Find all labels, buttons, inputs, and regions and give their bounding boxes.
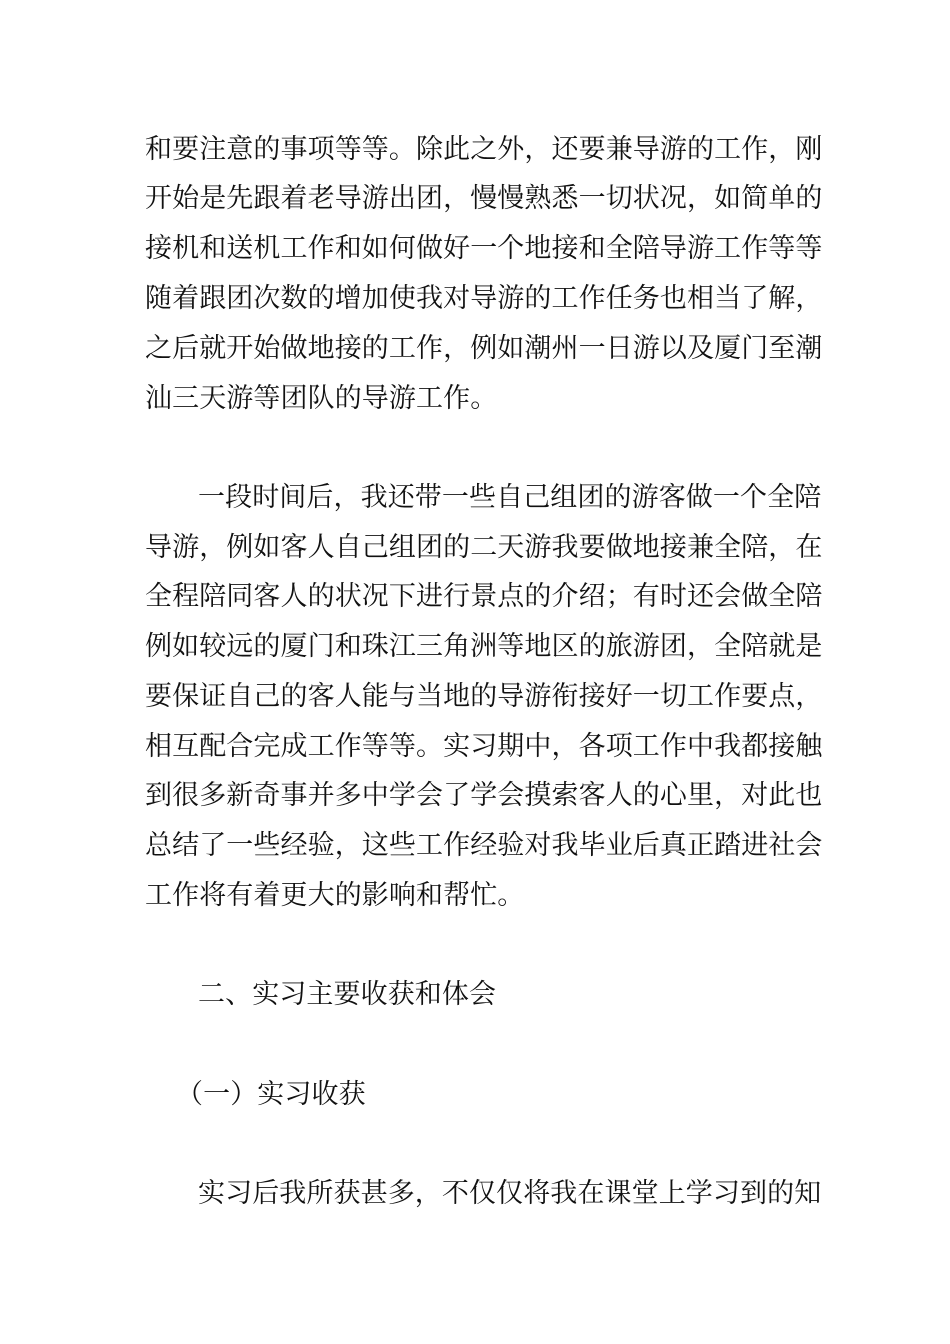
paragraph2-line-1: 一段时间后，我还带一些自己组团的游客做一个全陪 — [198, 482, 822, 513]
paragraph2-line-4: 例如较远的厦门和珠江三角洲等地区的旅游团，全陪就是 — [145, 631, 823, 662]
paragraph2-line-3: 全程陪同客人的状况下进行景点的介绍；有时还会做全陪 — [145, 581, 823, 612]
paragraph1-line-2: 开始是先跟着老导游出团，慢慢熟悉一切状况，如简单的 — [145, 183, 823, 214]
paragraph1-line-1: 和要注意的事项等等。除此之外，还要兼导游的工作，刚 — [145, 134, 823, 165]
paragraph3-line-1: 实习后我所获甚多，不仅仅将我在课堂上学习到的知 — [198, 1178, 822, 1209]
paragraph2-line-8: 总结了一些经验，这些工作经验对我毕业后真正踏进社会 — [145, 830, 823, 861]
paragraph1-line-6: 汕三天游等团队的导游工作。 — [145, 383, 498, 414]
section-heading: 二、实习主要收获和体会 — [198, 979, 497, 1010]
subsection-heading: （一）实习收获 — [176, 1079, 366, 1110]
paragraph1-line-5: 之后就开始做地接的工作，例如潮州一日游以及厦门至潮 — [145, 333, 823, 364]
paragraph2-line-7: 到很多新奇事并多中学会了学会摸索客人的心里，对此也 — [145, 780, 823, 811]
paragraph2-line-2: 导游，例如客人自己组团的二天游我要做地接兼全陪，在 — [145, 532, 823, 563]
paragraph2-line-5: 要保证自己的客人能与当地的导游衔接好一切工作要点， — [145, 681, 823, 712]
paragraph2-line-6: 相互配合完成工作等等。实习期中，各项工作中我都接触 — [145, 731, 823, 762]
paragraph1-line-4: 随着跟团次数的增加使我对导游的工作任务也相当了解， — [145, 283, 823, 314]
paragraph2-line-9: 工作将有着更大的影响和帮忙。 — [145, 880, 525, 911]
paragraph1-line-3: 接机和送机工作和如何做好一个地接和全陪导游工作等等 — [145, 233, 823, 264]
